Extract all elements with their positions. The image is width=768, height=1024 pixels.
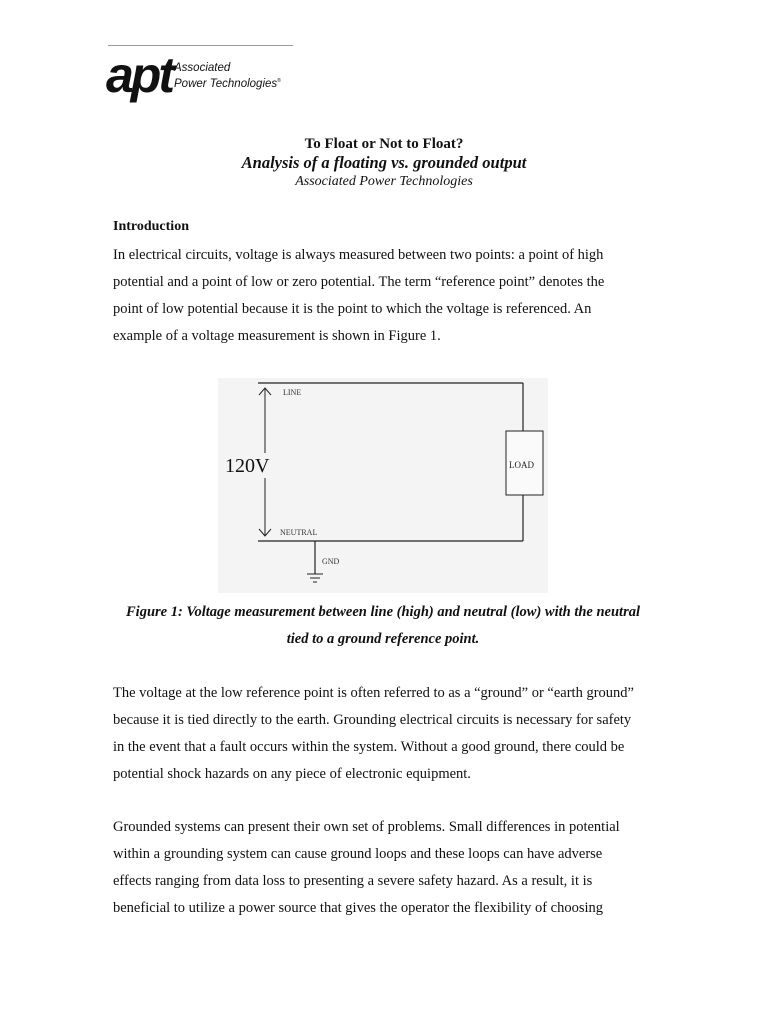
paragraph-line: potential shock hazards on any piece of electronic equipment. [113,766,471,782]
logo-rule [108,45,293,46]
paragraph-1 [113,242,673,350]
paragraph-line: point of low potential because it is the point to which the voltage is referenced. An [113,301,592,317]
line-label: LINE [283,388,302,397]
circuit-diagram-figure [218,378,548,593]
paragraph-line: beneficial to utilize a power source that gives the operator the flexibility of choosing [113,900,604,916]
paragraph-line: within a grounding system can cause ground loops and these loops can have adverse [113,846,603,862]
circuit-diagram [218,378,548,593]
paragraph-3 [113,814,673,922]
load-label: LOAD [509,460,534,470]
section-heading-introduction: Introduction [113,219,189,234]
paragraph-line: because it is tied directly to the earth. Grounding electrical circuits is necessary for safety [113,712,632,728]
company-logo-mark: apt [106,47,172,103]
paragraph-line: effects ranging from data loss to presenting a severe safety hazard. As a result, it is [113,873,593,889]
voltage-label: 120V [225,455,270,477]
paragraph-line: In electrical circuits, voltage is always measured between two points: a point of high [113,247,604,263]
logo-text-line-1: Associated [174,62,231,74]
paragraph-line: example of a voltage measurement is shown in Figure 1. [113,328,441,344]
paragraph-line: Grounded systems can present their own set of problems. Small differences in potential [113,819,620,835]
paragraph-line: potential and a point of low or zero potential. The term “reference point” denotes the [113,274,605,290]
caption-line: Figure 1: Voltage measurement between line (high) and neutral (low) with the neutral [126,604,640,620]
figure-background [218,378,548,593]
paragraph-line: in the event that a fault occurs within the system. Without a good ground, there could be [113,739,625,755]
logo-text-line-2-label: Power Technologies [174,77,278,90]
document-author: Associated Power Technologies [295,174,473,189]
paragraph-line: The voltage at the low reference point is often referred to as a “ground” or “earth ground” [113,685,634,701]
paragraph-2 [113,680,673,788]
gnd-label: GND [322,557,340,566]
neutral-label: NEUTRAL [280,528,318,537]
caption-line: tied to a ground reference point. [286,631,480,647]
company-logo-text [174,62,281,91]
document-subtitle: Analysis of a floating vs. grounded output [241,153,527,172]
logo-text-line-2 [174,75,281,91]
document-title: To Float or Not to Float? [304,136,464,152]
title-block [0,135,768,191]
figure-caption [113,599,653,653]
trademark-symbol: ® [277,78,281,84]
